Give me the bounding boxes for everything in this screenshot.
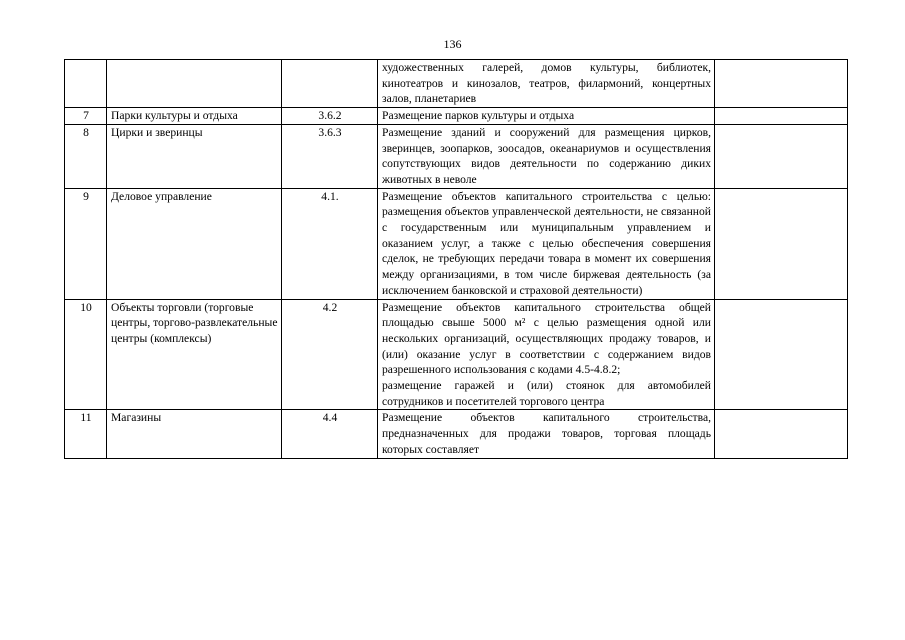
description-paragraph: Размещение объектов капитального строительства общей площадью свыше 5000 м² с целью размещения одной или нескольких организаций, осуществляющих продажу товаров, и (или) оказание услуг в соответствии с содержанием видов разрешенного использования с кодами 4.5-4.8.2;: [382, 300, 711, 377]
description-paragraph: Размещение объектов капитального строительства с целью: размещения объектов управленческой деятельности, не связанной с государственным или муниципальным управлением и оказанием услуг, а также с целью обеспечения совершения сделок, не требующих передачи товара в момент их совершения между организациями, в том числе биржевая деятельность (за исключением банковской и страховой деятельности): [382, 189, 711, 297]
table-row: [65, 124, 848, 188]
table-row: [65, 108, 848, 125]
use-name: Деловое управление: [107, 188, 282, 299]
extra-cell: [715, 188, 848, 299]
use-name: [107, 60, 282, 108]
page-number: 136: [443, 37, 462, 51]
use-name: Цирки и зверинцы: [107, 124, 282, 188]
extra-cell: [715, 124, 848, 188]
use-code: 4.1.: [282, 188, 378, 299]
use-code: 4.2: [282, 299, 378, 410]
use-description: [378, 124, 715, 188]
use-code: 3.6.3: [282, 124, 378, 188]
use-description: [378, 60, 715, 108]
extra-cell: [715, 410, 848, 458]
extra-cell: [715, 108, 848, 125]
extra-cell: [715, 299, 848, 410]
description-paragraph: размещение гаражей и (или) стоянок для автомобилей сотрудников и посетителей торгового центра: [382, 379, 711, 408]
use-code: [282, 60, 378, 108]
use-description: [378, 299, 715, 410]
use-description: [378, 188, 715, 299]
description-paragraph: художественных галерей, домов культуры, библиотек, кинотеатров и кинозалов, театров, филармоний, концертных залов, планетариев: [382, 61, 711, 106]
row-number: 7: [65, 108, 107, 125]
use-name: Объекты торговли (торговые центры, торгово-развлекательные центры (комплексы): [107, 299, 282, 410]
use-code: 4.4: [282, 410, 378, 458]
row-number: [65, 60, 107, 108]
use-code: 3.6.2: [282, 108, 378, 125]
table-row: [65, 60, 848, 108]
row-number: 8: [65, 124, 107, 188]
use-description: [378, 410, 715, 458]
description-paragraph: Размещение зданий и сооружений для размещения цирков, зверинцев, зоопарков, зоосадов, океанариумов и осуществления сопутствующих видов деятельности по содержанию диких животных в неволе: [382, 125, 711, 186]
use-description: [378, 108, 715, 125]
row-number: 9: [65, 188, 107, 299]
row-number: 11: [65, 410, 107, 458]
description-paragraph: Размещение парков культуры и отдыха: [382, 109, 575, 123]
extra-cell: [715, 60, 848, 108]
use-name: Парки культуры и отдыха: [107, 108, 282, 125]
table-row: [65, 410, 848, 458]
row-number: 10: [65, 299, 107, 410]
description-paragraph: Размещение объектов капитального строительства, предназначенных для продажи товаров, торговая площадь которых составляет: [382, 411, 711, 456]
table-row: [65, 188, 848, 299]
land-use-table: [64, 59, 848, 459]
use-name: Магазины: [107, 410, 282, 458]
table-row: [65, 299, 848, 410]
